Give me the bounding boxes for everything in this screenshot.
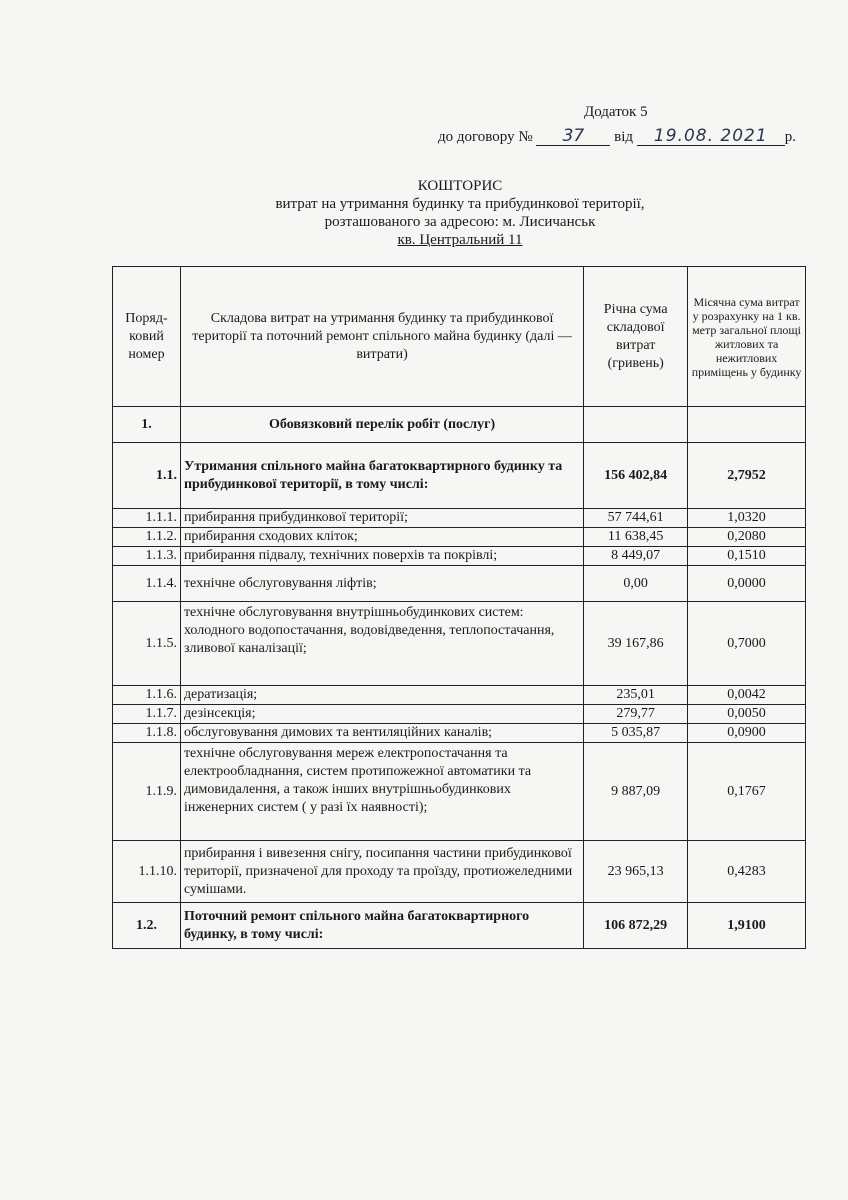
- row-monthly: 0,0900: [688, 724, 806, 743]
- row-monthly: [688, 407, 806, 443]
- col-header-monthly: Місячна сума витрат у розрахунку на 1 кв. метр загальної площі житлових та нежитлових приміщень у будинку: [688, 267, 806, 407]
- row-number: 1.1.10.: [113, 841, 181, 903]
- row-monthly: 1,9100: [688, 903, 806, 949]
- row-monthly: 2,7952: [688, 443, 806, 509]
- row-name: обслуговування димових та вентиляційних каналів;: [180, 724, 583, 743]
- table-row: [113, 602, 806, 686]
- addendum-label: Додаток 5: [584, 104, 648, 120]
- row-annual: 23 965,13: [584, 841, 688, 903]
- table-row: [113, 724, 806, 743]
- row-number: 1.1.2.: [113, 528, 181, 547]
- row-annual: 11 638,45: [584, 528, 688, 547]
- row-annual: 156 402,84: [584, 443, 688, 509]
- row-name: технічне обслуговування мереж електропостачання та електрообладнання, систем протипожежної автоматики та димовидалення, а також інших внутрішньобудинкових інженерних систем ( у разі їх наявності);: [180, 743, 583, 841]
- row-number: 1.1.1.: [113, 509, 181, 528]
- row-monthly: 0,0050: [688, 705, 806, 724]
- col-header-item: Складова витрат на утримання будинку та прибудинкової території та поточний ремонт спільного майна будинку (далі — витрати): [180, 267, 583, 407]
- row-number: 1.1.5.: [113, 602, 181, 686]
- table-row: [113, 841, 806, 903]
- row-name: прибирання сходових кліток;: [180, 528, 583, 547]
- title-main: КОШТОРИС: [417, 178, 503, 194]
- date-prefix: від: [614, 129, 634, 145]
- contract-prefix: до договору №: [438, 129, 533, 145]
- row-name: дезінсекція;: [180, 705, 583, 724]
- table-row: [113, 528, 806, 547]
- col-header-number: Поряд-ковий номер: [113, 267, 181, 407]
- row-name: прибирання і вивезення снігу, посипання частини прибудинкової території, призначеної для проходу та проїзду, протиожеледними сумішами.: [180, 841, 583, 903]
- row-monthly: 0,1510: [688, 547, 806, 566]
- row-annual: [584, 407, 688, 443]
- row-annual: 279,77: [584, 705, 688, 724]
- row-annual: 57 744,61: [584, 509, 688, 528]
- table-header-row: [113, 267, 806, 407]
- row-monthly: 0,4283: [688, 841, 806, 903]
- row-number: 1.1.9.: [113, 743, 181, 841]
- row-annual: 39 167,86: [584, 602, 688, 686]
- table-row: [113, 566, 806, 602]
- row-number: 1.: [113, 407, 181, 443]
- estimate-table: [112, 266, 806, 949]
- row-name: Обовязковий перелік робіт (послуг): [180, 407, 583, 443]
- table-row: [113, 705, 806, 724]
- row-name: Поточний ремонт спільного майна багатоквартирного будинку, в тому числі:: [180, 903, 583, 949]
- date-suffix: р.: [784, 129, 797, 145]
- document-title: [110, 177, 810, 249]
- table-row: [113, 547, 806, 566]
- row-monthly: 0,2080: [688, 528, 806, 547]
- row-name: технічне обслуговування ліфтів;: [180, 566, 583, 602]
- row-annual: 0,00: [584, 566, 688, 602]
- row-name: прибирання прибудинкової території;: [180, 509, 583, 528]
- table-row: [113, 407, 806, 443]
- row-name: Утримання спільного майна багатоквартирного будинку та прибудинкової території, в тому числі:: [180, 443, 583, 509]
- table-row: [113, 903, 806, 949]
- row-number: 1.1.6.: [113, 686, 181, 705]
- row-annual: 106 872,29: [584, 903, 688, 949]
- row-monthly: 0,7000: [688, 602, 806, 686]
- row-annual: 5 035,87: [584, 724, 688, 743]
- row-annual: 235,01: [584, 686, 688, 705]
- row-number: 1.1.8.: [113, 724, 181, 743]
- row-monthly: 0,0042: [688, 686, 806, 705]
- row-annual: 8 449,07: [584, 547, 688, 566]
- title-address: кв. Центральний 11: [397, 232, 523, 248]
- table-row: [113, 443, 806, 509]
- table-row: [113, 743, 806, 841]
- title-line-1: витрат на утримання будинку та прибудинкової території,: [275, 196, 645, 212]
- row-name: технічне обслуговування внутрішньобудинкових систем: холодного водопостачання, водовідведення, теплопостачання, зливової каналізації;: [180, 602, 583, 686]
- contract-date: 19.08. 2021: [637, 128, 785, 146]
- table-row: [113, 509, 806, 528]
- row-monthly: 0,1767: [688, 743, 806, 841]
- contract-reference: [438, 128, 796, 146]
- col-header-annual: Річна сума складової витрат (гривень): [584, 267, 688, 407]
- row-name: дератизація;: [180, 686, 583, 705]
- row-monthly: 1,0320: [688, 509, 806, 528]
- contract-number: 37: [536, 128, 610, 146]
- table-row: [113, 686, 806, 705]
- row-name: прибирання підвалу, технічних поверхів та покрівлі;: [180, 547, 583, 566]
- row-number: 1.1.4.: [113, 566, 181, 602]
- row-number: 1.1.3.: [113, 547, 181, 566]
- row-number: 1.1.: [113, 443, 181, 509]
- title-line-2: розташованого за адресою: м. Лисичанськ: [324, 214, 596, 230]
- row-number: 1.1.7.: [113, 705, 181, 724]
- row-number: 1.2.: [113, 903, 181, 949]
- row-annual: 9 887,09: [584, 743, 688, 841]
- row-monthly: 0,0000: [688, 566, 806, 602]
